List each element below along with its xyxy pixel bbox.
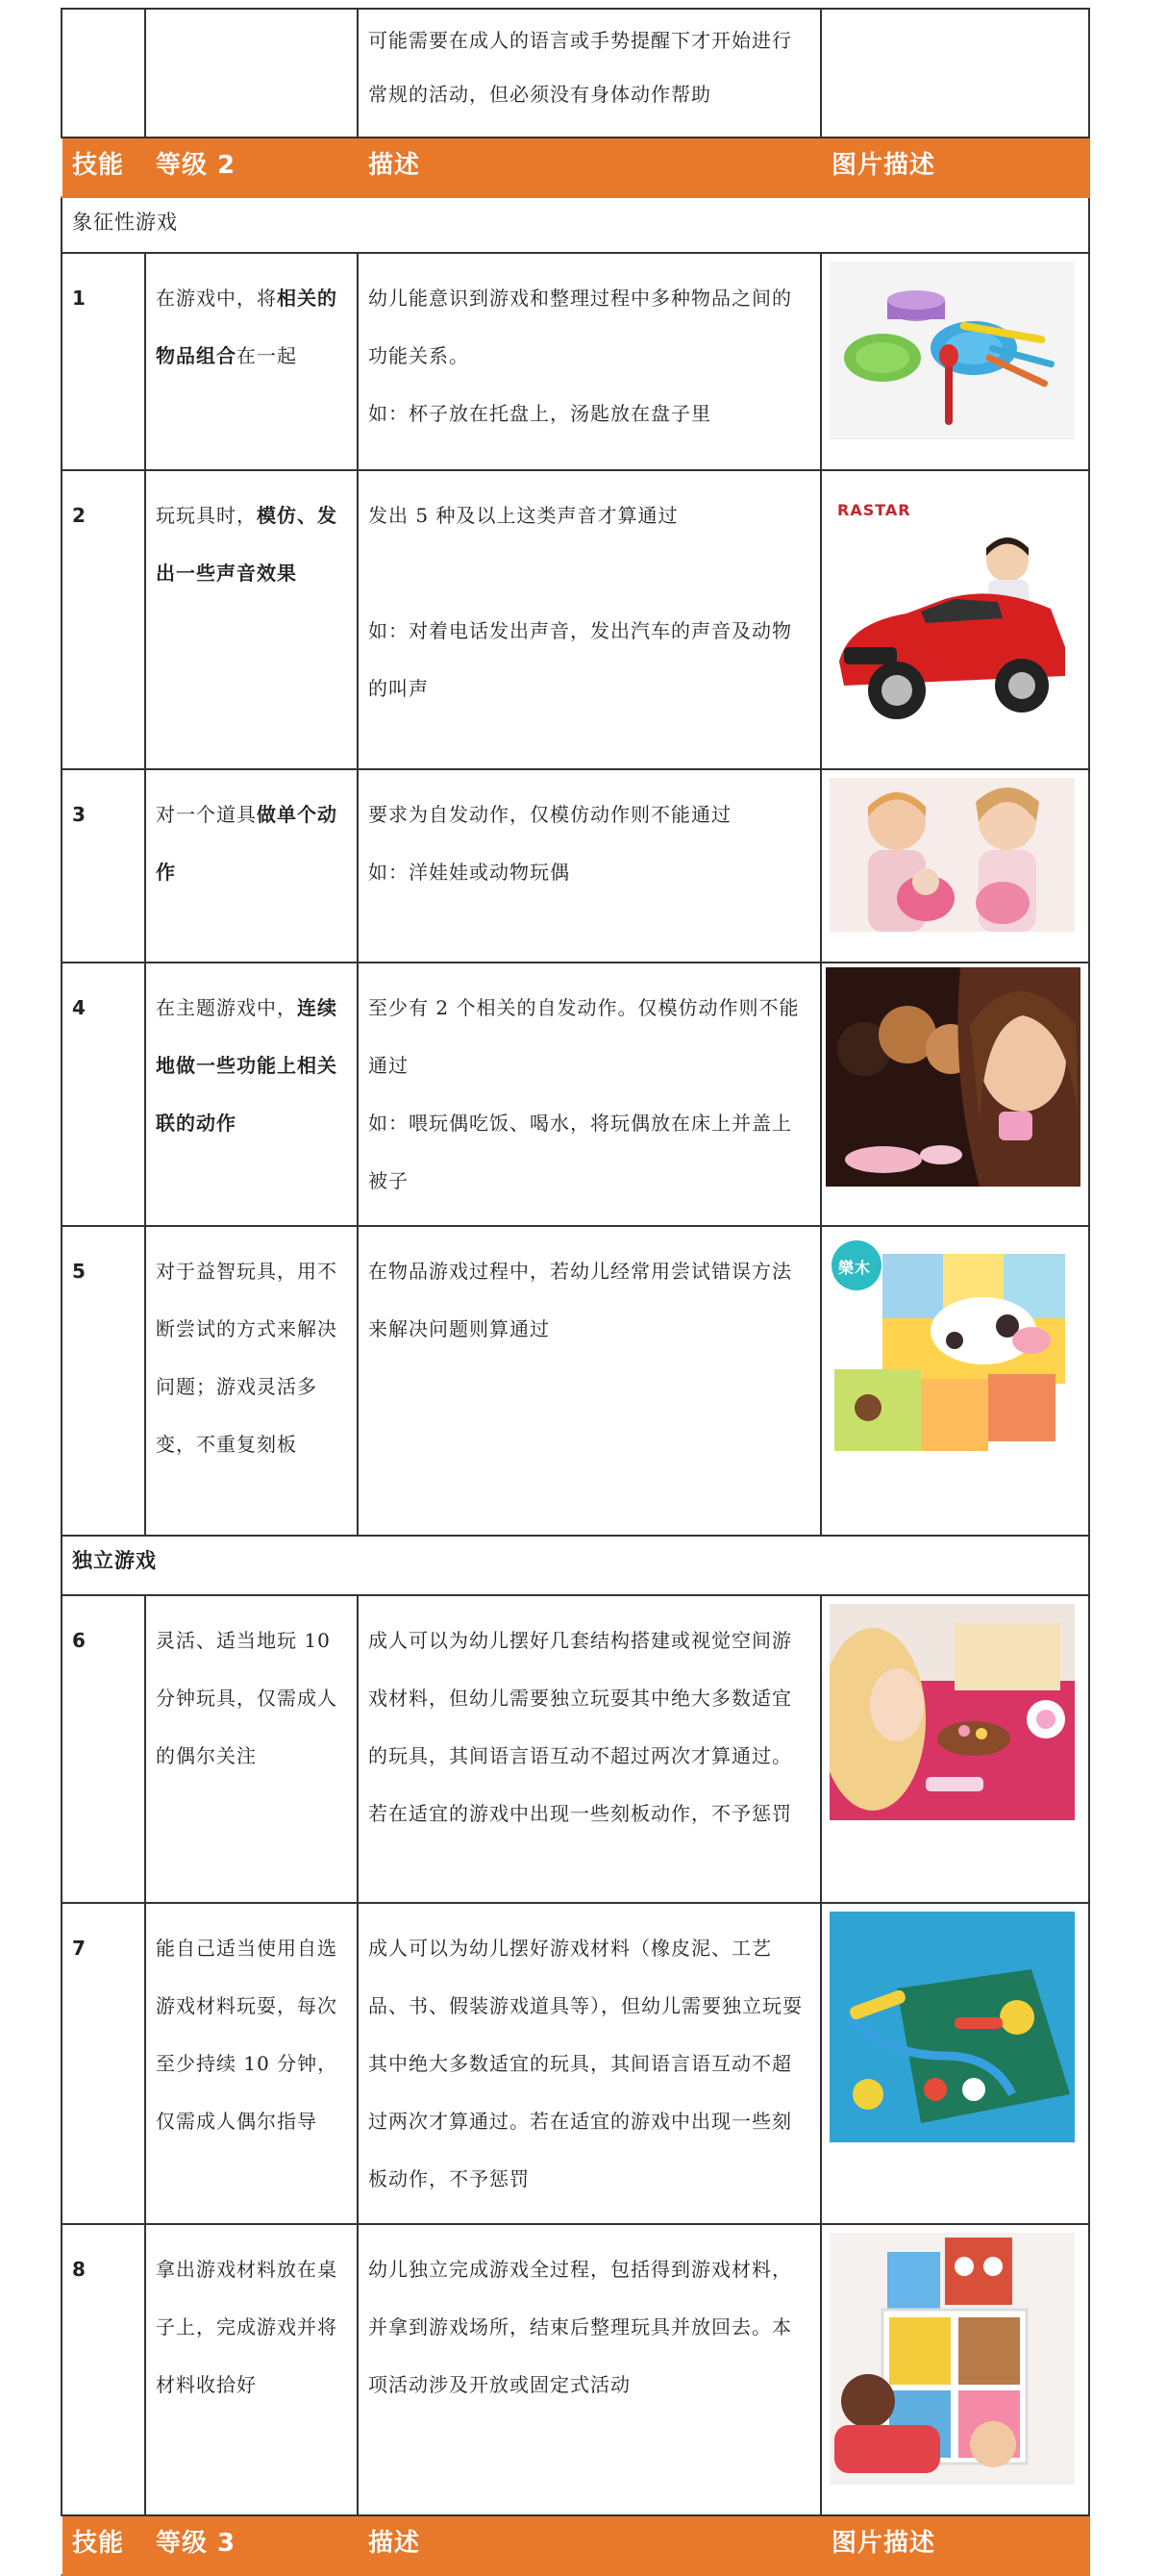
brand-logo: RASTAR [837, 501, 911, 519]
skill-cell: 玩玩具时，模仿、发出一些声音效果 [145, 470, 358, 769]
girl-playing-icon [830, 1604, 1075, 1820]
section-symbolic-row [62, 197, 1089, 253]
brand-logo: 樂木 [838, 1259, 872, 1277]
description-cell: 成人可以为幼儿摆好游戏材料（橡皮泥、工艺品、书、假装游戏道具等），但幼儿需要独立玩耍其中绝大多数适宜的玩具，其间语言语互动不超过两次才算通过。若在适宜的游戏中出现一些刻板动作，不予惩罚 [358, 1903, 821, 2224]
section-title: 象征性游戏 [62, 197, 1089, 253]
image-cell [821, 253, 1089, 470]
children-dolls-icon [830, 778, 1075, 932]
header-desc: 描述 [358, 138, 821, 197]
skill-cell: 在游戏中，将相关的物品组合在一起 [145, 253, 358, 470]
header-skill: 技能 [62, 138, 145, 197]
image-cell [821, 1903, 1089, 2224]
image-cell [821, 470, 1089, 769]
table-row [62, 1226, 1089, 1536]
description-cell: 在物品游戏过程中，若幼儿经常用尝试错误方法来解决问题则算通过 [358, 1226, 821, 1536]
header-image: 图片描述 [821, 138, 1089, 197]
image-cell [821, 1226, 1089, 1536]
table-row [62, 769, 1089, 963]
header-image: 图片描述 [821, 2515, 1089, 2575]
continued-row [62, 9, 1089, 138]
table-row [62, 2224, 1089, 2515]
toy-car-icon [830, 479, 1075, 738]
table-row [62, 1903, 1089, 2224]
image-cell [821, 2224, 1089, 2515]
description-cell: 要求为自发动作，仅模仿动作则不能通过 如：洋娃娃或动物玩偶 [358, 769, 821, 963]
section-independent-row [62, 1536, 1089, 1595]
girl-tea-party-icon [826, 967, 1080, 1187]
puzzle-cubes-icon [830, 1235, 1075, 1465]
skill-cell: 拿出游戏材料放在桌子上，完成游戏并将材料收拾好 [145, 2224, 358, 2515]
toy-shelf-icon [830, 2233, 1075, 2485]
header-skill: 技能 [62, 2515, 145, 2575]
skill-cell: 能自己适当使用自选游戏材料玩耍，每次至少持续 10 分钟，仅需成人偶尔指导 [145, 1903, 358, 2224]
table-row [62, 253, 1089, 470]
section-title: 独立游戏 [62, 1536, 1089, 1595]
row-number: 5 [62, 1226, 145, 1536]
row-number: 6 [62, 1595, 145, 1903]
row-number: 8 [62, 2224, 145, 2515]
skill-cell: 灵活、适当地玩 10 分钟玩具，仅需成人的偶尔关注 [145, 1595, 358, 1903]
description-cell: 幼儿能意识到游戏和整理过程中多种物品之间的功能关系。 如：杯子放在托盘上，汤匙放在盘子里 [358, 253, 821, 470]
skill-cell: 对一个道具做单个动作 [145, 769, 358, 963]
toy-dishes-icon [830, 262, 1075, 439]
table-row [62, 470, 1089, 769]
description-cell: 至少有 2 个相关的自发动作。仅模仿动作则不能通过 如：喂玩偶吃饭、喝水，将玩偶放在床上并盖上被子 [358, 963, 821, 1226]
header-level-3 [62, 2515, 1089, 2575]
row-number: 1 [62, 253, 145, 470]
header-level: 等级 3 [145, 2515, 358, 2575]
image-cell [821, 1595, 1089, 1903]
header-level: 等级 2 [145, 138, 358, 197]
header-desc: 描述 [358, 2515, 821, 2575]
header-level-2 [62, 138, 1089, 197]
skills-table [61, 8, 1090, 2576]
description-cell: 发出 5 种及以上这类声音才算通过 如：对着电话发出声音，发出汽车的声音及动物的叫声 [358, 470, 821, 769]
skill-cell: 在主题游戏中，连续地做一些功能上相关联的动作 [145, 963, 358, 1226]
image-cell [821, 963, 1089, 1226]
description-cell: 成人可以为幼儿摆好几套结构搭建或视觉空间游戏材料，但幼儿需要独立玩耍其中绝大多数适宜的玩具，其间语言语互动不超过两次才算通过。若在适宜的游戏中出现一些刻板动作，不予惩罚 [358, 1595, 821, 1903]
image-cell [821, 769, 1089, 963]
row-number: 3 [62, 769, 145, 963]
row-number: 2 [62, 470, 145, 769]
skill-cell: 对于益智玩具，用不断尝试的方式来解决问题；游戏灵活多变，不重复刻板 [145, 1226, 358, 1536]
row-number: 7 [62, 1903, 145, 2224]
row-number: 4 [62, 963, 145, 1226]
continued-desc: 可能需要在成人的语言或手势提醒下才开始进行常规的活动，但必须没有身体动作帮助 [358, 9, 821, 138]
description-cell: 幼儿独立完成游戏全过程，包括得到游戏材料，并拿到游戏场所，结束后整理玩具并放回去。本项活动涉及开放或固定式活动 [358, 2224, 821, 2515]
table-row [62, 1595, 1089, 1903]
table-row [62, 963, 1089, 1226]
doctor-kit-icon [830, 1912, 1075, 2142]
